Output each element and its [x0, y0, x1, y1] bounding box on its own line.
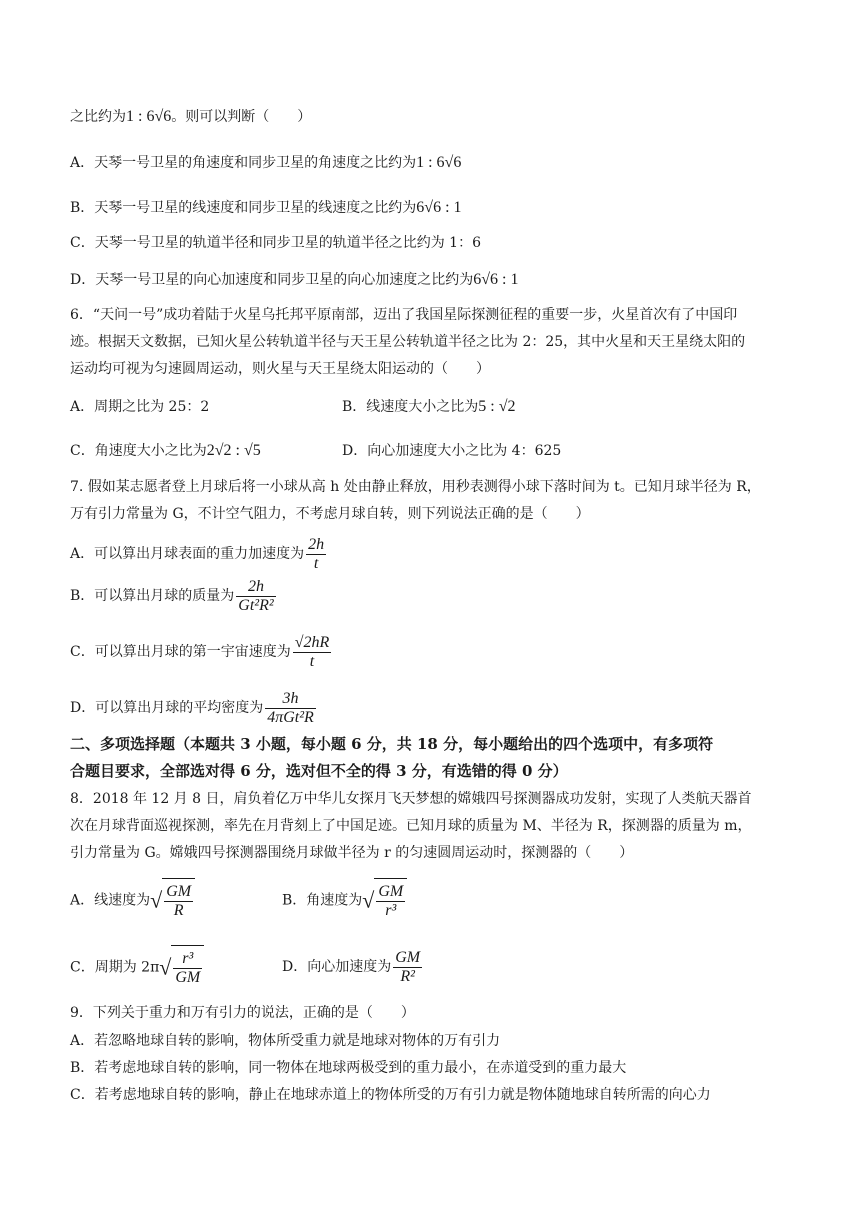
q7-line-1: 7. 假如某志愿者登上月球后将一小球从高 h 处由静止释放，用秒表测得小球下落时间为 t。已知月球半径为 R， — [70, 479, 761, 495]
q6-line-3: 运动均可视为匀速圆周运动，则火星与天王星绕太阳运动的（ ） — [70, 361, 490, 377]
q5-stem-text: 之比约为 — [70, 109, 126, 125]
q6-option-d: D．向心加速度大小之比为 4：625 — [342, 443, 562, 459]
q9-option-a: A．若忽略地球自转的影响，物体所受重力就是地球对物体的万有引力 — [70, 1033, 501, 1049]
q7-option-b — [70, 576, 278, 616]
q7-option-d — [70, 688, 318, 728]
section-2-heading-line-2: 合题目要求，全部选对得 6 分，选对但不全的得 3 分，有选错的得 0 分） — [70, 762, 568, 780]
q8-d-text: D．向心加速度为 — [282, 959, 392, 975]
q5-a-text: A．天琴一号卫星的角速度和同步卫星的角速度之比约为 — [70, 155, 417, 171]
q7-b-text: B．可以算出月球的质量为 — [70, 588, 235, 604]
q8-option-c — [70, 945, 204, 990]
sqrt-icon: √ — [150, 887, 163, 913]
q8-a-text: A．线速度为 — [70, 892, 151, 909]
q7-b-den: Gt²R² — [238, 596, 274, 614]
q9-option-b: B．若考虑地球自转的影响，同一物体在地球两极受到的重力最小，在赤道受到的重力最大 — [70, 1060, 627, 1076]
q6-option-a: A．周期之比为 25：2 — [70, 399, 210, 415]
q5-ratio: 1 : 6√6 — [126, 108, 172, 125]
q6-line-2: 迹。根据天文数据，已知火星公转轨道半径与天王星公转轨道半径之比为 2：25，其中火星和天王星绕太阳的 — [70, 334, 746, 350]
q7-c-num: √2hR — [294, 633, 330, 651]
q8-c-text: C．周期为 2π — [70, 959, 160, 976]
q5-option-d — [70, 270, 518, 290]
q7-d-fraction — [265, 690, 316, 727]
q5-d-value: 6√6 : 1 — [473, 271, 519, 288]
q8-line-2: 次在月球背面巡视探测，率先在月背刻上了中国足迹。已知月球的质量为 M、半径为 R，探测器的质量为 m， — [70, 818, 752, 834]
q8-c-fraction — [173, 950, 202, 987]
q7-a-num: 2h — [308, 535, 325, 553]
q7-c-text: C．可以算出月球的第一宇宙速度为 — [70, 644, 291, 660]
q7-d-text: D．可以算出月球的平均密度为 — [70, 700, 264, 716]
q6-line-1: 6．“天问一号”成功着陆于火星乌托邦平原南部，迈出了我国星际探测征程的重要一步，火星首次有了中国印 — [70, 307, 738, 323]
q8-a-num: GM — [166, 882, 192, 900]
q7-b-fraction — [236, 578, 275, 615]
q6-option-c — [70, 441, 261, 461]
q7-b-num: 2h — [236, 578, 275, 597]
q8-d-num: GM — [395, 948, 421, 966]
q8-a-fraction — [164, 883, 193, 920]
q8-line-1: 8．2018 年 12 月 8 日，肩负着亿万中华儿女探月飞天梦想的嫦娥四号探测器成功发射，实现了人类航天器首 — [70, 791, 752, 807]
q7-line-2: 万有引力常量为 G，不计空气阻力，不考虑月球自转，则下列说法正确的是（ ） — [70, 506, 590, 522]
q5-a-value: 1 : 6√6 — [416, 154, 462, 171]
q8-d-den: R² — [400, 967, 415, 985]
q6-b-value: 5 : √2 — [478, 398, 516, 415]
q8-c-den: GM — [175, 968, 201, 986]
q6-c-text: C．角速度大小之比为 — [70, 443, 207, 459]
q8-b-radical — [362, 878, 407, 923]
q7-c-fraction — [293, 634, 332, 671]
q6-option-b — [342, 397, 516, 417]
q8-c-num: r³ — [173, 950, 202, 969]
q5-option-a — [70, 153, 461, 173]
q6-b-text: B．线速度大小之比为 — [342, 399, 479, 415]
q8-option-a — [70, 878, 195, 923]
q5-stem-end: 。则可以判断（ ） — [171, 109, 312, 125]
q7-d-den: 4πGt²R — [267, 708, 314, 726]
q8-line-3: 引力常量为 G。嫦娥四号探测器围绕月球做半径为 r 的匀速圆周运动时，探测器的（ ） — [70, 845, 634, 861]
sqrt-icon: √ — [362, 887, 375, 913]
q9-line-1: 9．下列关于重力和万有引力的说法，正确的是（ ） — [70, 1005, 415, 1021]
q7-a-den: t — [313, 554, 319, 572]
q8-b-den: r³ — [385, 901, 397, 919]
q5-b-value: 6√6 : 1 — [416, 199, 462, 216]
q7-option-a — [70, 534, 328, 574]
q7-a-text: A．可以算出月球表面的重力加速度为 — [70, 546, 305, 562]
q8-a-radical — [150, 878, 195, 923]
sqrt-icon: √ — [159, 954, 172, 980]
q8-c-radical — [159, 945, 204, 990]
q7-c-den: t — [309, 652, 315, 670]
q5-option-b — [70, 198, 462, 218]
q5-option-c: C．天琴一号卫星的轨道半径和同步卫星的轨道半径之比约为 1：6 — [70, 235, 481, 251]
q6-c-value: 2√2 : √5 — [206, 442, 261, 459]
section-2-heading-line-1: 二、多项选择题（本题共 3 小题，每小题 6 分，共 18 分，每小题给出的四个选项中，有多项符 — [70, 735, 714, 753]
q8-b-fraction — [376, 883, 405, 920]
q7-a-fraction — [306, 536, 326, 573]
q5-d-text: D．天琴一号卫星的向心加速度和同步卫星的向心加速度之比约为 — [70, 272, 474, 288]
q7-d-num: 3h — [265, 690, 316, 709]
q7-option-c — [70, 632, 333, 672]
q8-b-num: GM — [378, 882, 404, 900]
q5-b-text: B．天琴一号卫星的线速度和同步卫星的线速度之比约为 — [70, 200, 417, 216]
q5-stem-tail — [70, 107, 311, 127]
q8-option-b — [282, 878, 407, 923]
q8-option-d — [282, 945, 424, 989]
q9-option-c: C．若考虑地球自转的影响，静止在地球赤道上的物体所受的万有引力就是物体随地球自转所需的向心力 — [70, 1087, 711, 1103]
q8-d-fraction — [393, 949, 422, 986]
q8-a-den: R — [173, 901, 184, 919]
q8-b-text: B．角速度为 — [282, 892, 363, 909]
